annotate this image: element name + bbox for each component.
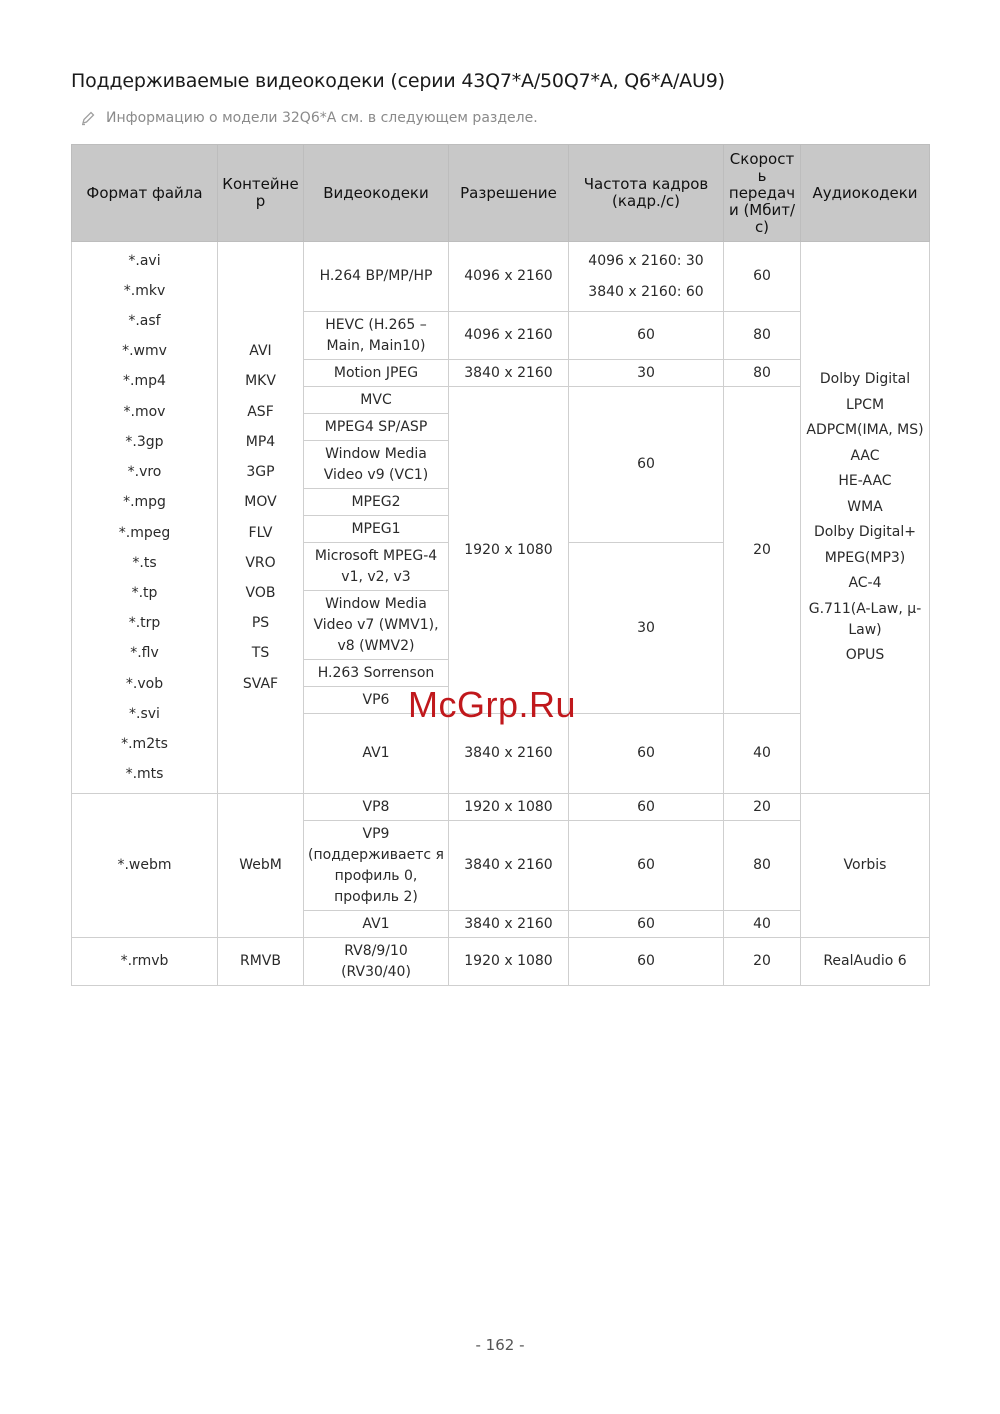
format-item: *.mpg [123, 494, 166, 511]
fps-av1-webm: 60 [569, 911, 724, 938]
codec-rv: RV8/9/10 (RV30/40) [304, 938, 449, 986]
res-vp8: 1920 x 1080 [449, 794, 569, 821]
audio-list [801, 242, 930, 794]
pencil-icon [80, 110, 96, 126]
container-item: FLV [248, 524, 273, 541]
container-item: VRO [245, 554, 276, 571]
table-header-row [72, 145, 930, 242]
container-webm: WebM [218, 794, 304, 938]
format-item: *.avi [128, 252, 161, 269]
audio-item: LPCM [845, 396, 885, 413]
codec-hevc: HEVC (H.265 – Main, Main10) [304, 312, 449, 360]
format-item: *.asf [128, 313, 161, 330]
audio-item: Dolby Digital+ [814, 524, 916, 540]
codec-mpeg4sp: MPEG4 SP/ASP [304, 414, 449, 441]
format-item: *.svi [129, 705, 160, 722]
codec-av1-webm: AV1 [304, 911, 449, 938]
format-item: *.trp [128, 615, 161, 632]
note-text: Информацию о модели 32Q6*A см. в следующем разделе. [106, 110, 538, 126]
codec-mvc: MVC [304, 387, 449, 414]
audio-rmvb: RealAudio 6 [801, 938, 930, 986]
header-resolution: Разрешение [449, 145, 569, 242]
model-note [80, 110, 538, 126]
fps-av1: 60 [569, 714, 724, 794]
res-vp9: 3840 x 2160 [449, 821, 569, 911]
fps-mjpeg: 30 [569, 360, 724, 387]
audio-item: HE-AAC [838, 473, 892, 489]
header-format: Формат файла [72, 145, 218, 242]
codec-vp6: VP6 [304, 687, 449, 714]
container-rmvb: RMVB [218, 938, 304, 986]
rate-hevc: 80 [724, 312, 801, 360]
table-row [72, 938, 930, 986]
format-item: *.3gp [125, 433, 164, 450]
format-item: *.m2ts [121, 735, 168, 752]
res-av1-webm: 3840 x 2160 [449, 911, 569, 938]
codec-av1: AV1 [304, 714, 449, 794]
format-item: *.flv [130, 645, 159, 662]
header-container: Контейне р [218, 145, 304, 242]
table-row [72, 242, 930, 312]
page-number: - 162 - [475, 1336, 525, 1354]
fps-vp8: 60 [569, 794, 724, 821]
fps-30-shared: 30 [569, 543, 724, 714]
container-item: MP4 [245, 433, 276, 450]
rate-h264: 60 [724, 242, 801, 312]
codec-wmv9: Window Media Video v9 (VC1) [304, 441, 449, 489]
audio-item: MPEG(MP3) [824, 549, 906, 566]
res-mjpeg: 3840 x 2160 [449, 360, 569, 387]
page-title: Поддерживаемые видеокодеки (серии 43Q7*A/50Q7*A, Q6*A/AU9) [71, 70, 725, 92]
res-h264: 4096 x 2160 [449, 242, 569, 312]
format-item: *.mkv [123, 282, 166, 299]
rate-av1: 40 [724, 714, 801, 794]
format-item: *.vob [125, 675, 164, 692]
header-bitrate: Скорост ь передач и (Мбит/с) [724, 145, 801, 242]
header-video-codecs: Видеокодеки [304, 145, 449, 242]
container-item: MOV [244, 494, 277, 511]
format-item: *.mp4 [123, 373, 166, 390]
header-framerate: Частота кадров (кадр./с) [569, 145, 724, 242]
rate-vp9: 80 [724, 821, 801, 911]
audio-webm: Vorbis [801, 794, 930, 938]
res-rv: 1920 x 1080 [449, 938, 569, 986]
container-item: VOB [245, 584, 276, 601]
header-audio-codecs: Аудиокодеки [801, 145, 930, 242]
format-item: *.tp [131, 584, 158, 601]
fps-line: 3840 x 2160: 60 [588, 283, 704, 300]
audio-item: AC-4 [848, 575, 882, 591]
format-item: *.vro [127, 464, 162, 481]
codec-h264: H.264 BP/MP/HP [304, 242, 449, 312]
watermark: McGrp.Ru [408, 684, 577, 725]
rate-av1-webm: 40 [724, 911, 801, 938]
res-shared: 1920 x 1080 [449, 387, 569, 714]
audio-item: G.711(A-Law, μ-Law) [808, 600, 922, 638]
res-hevc: 4096 x 2160 [449, 312, 569, 360]
fps-60-shared: 60 [569, 387, 724, 543]
format-item: *.wmv [122, 343, 167, 360]
rate-vp8: 20 [724, 794, 801, 821]
res-av1: 3840 x 2160 [449, 714, 569, 794]
container-item: AVI [249, 343, 272, 360]
codec-msmpeg4: Microsoft MPEG-4 v1, v2, v3 [304, 543, 449, 591]
fps-rv: 60 [569, 938, 724, 986]
audio-item: ADPCM(IMA, MS) [806, 422, 924, 438]
container-list [218, 242, 304, 794]
codec-mpeg2: MPEG2 [304, 489, 449, 516]
format-item: *.mov [123, 403, 166, 420]
container-item: MKV [245, 373, 276, 390]
rate-mjpeg: 80 [724, 360, 801, 387]
codec-h263: H.263 Sorrenson [304, 660, 449, 687]
codec-mpeg1: MPEG1 [304, 516, 449, 543]
table-row [72, 794, 930, 821]
format-rmvb: *.rmvb [72, 938, 218, 986]
codec-wmv7: Window Media Video v7 (WMV1), v8 (WMV2) [304, 591, 449, 660]
codec-vp9: VP9 (поддерживаетс я профиль 0, профиль 2) [304, 821, 449, 911]
container-item: SVAF [242, 675, 279, 692]
container-item: TS [251, 645, 270, 662]
codec-mjpeg: Motion JPEG [304, 360, 449, 387]
container-item: 3GP [246, 464, 275, 481]
rate-rv: 20 [724, 938, 801, 986]
container-item: ASF [247, 403, 274, 420]
format-webm: *.webm [72, 794, 218, 938]
container-item: PS [251, 615, 270, 632]
fps-line: 4096 x 2160: 30 [588, 253, 704, 270]
codec-vp8: VP8 [304, 794, 449, 821]
audio-item: AAC [850, 447, 880, 464]
format-item: *.mts [125, 766, 164, 783]
codec-table [71, 144, 930, 986]
fps-vp9: 60 [569, 821, 724, 911]
rate-shared: 20 [724, 387, 801, 714]
format-list [72, 242, 218, 794]
fps-h264 [569, 242, 724, 312]
audio-item: WMA [847, 498, 883, 515]
audio-item: Dolby Digital [819, 371, 911, 387]
fps-hevc: 60 [569, 312, 724, 360]
audio-item: OPUS [845, 647, 885, 663]
format-item: *.mpeg [118, 524, 171, 541]
format-item: *.ts [132, 554, 157, 571]
